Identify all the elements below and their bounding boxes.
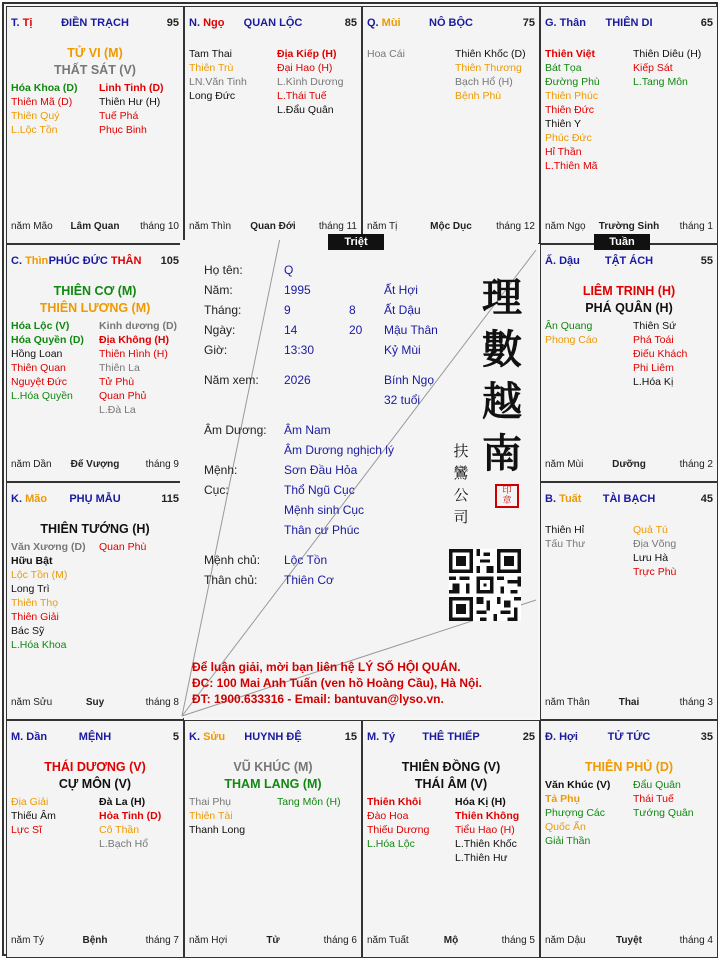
palace-dan: [6, 720, 184, 958]
palace-name: TỬ TỨC: [607, 731, 651, 743]
value-ngay-am: 20: [349, 323, 363, 337]
minor-star: Tử Phù: [99, 376, 135, 388]
palace-footer: [545, 221, 713, 235]
minor-star: L.Kình Dương: [277, 76, 344, 88]
palace-ngo: [184, 6, 362, 244]
value-menh-chu: Lộc Tồn: [284, 553, 328, 567]
red-seal: 印 章: [495, 484, 519, 508]
footer-month: tháng 10: [140, 221, 179, 232]
star-column-right: [99, 795, 161, 851]
value-nam-xem-can: Bính Ngọ: [384, 373, 435, 387]
minor-star: L.Đẩu Quân: [277, 104, 334, 116]
palace-than: [540, 6, 718, 244]
palace-header: [11, 255, 179, 271]
label-ho-ten: Họ tên:: [204, 263, 243, 277]
minor-star: Thiên Thọ: [11, 597, 59, 609]
palace-footer: [11, 221, 179, 235]
palace-header: [189, 17, 357, 33]
palace-footer: [545, 935, 713, 949]
palace-number: 75: [522, 17, 535, 29]
minor-star: Hữu Bật: [11, 555, 53, 567]
footer-month: tháng 8: [145, 697, 179, 708]
than-tag: THÂN: [107, 255, 142, 267]
logo-char-1: 理: [482, 274, 522, 321]
star-column-left: [545, 319, 598, 347]
star-column-right: [633, 523, 676, 579]
triet-marker: Triệt: [328, 234, 384, 250]
value-thang-am: 8: [349, 303, 356, 317]
minor-star: L.Đà La: [99, 404, 136, 416]
minor-star: Hoa Cái: [367, 48, 405, 60]
minor-star: Thiên Tài: [189, 810, 233, 822]
minor-star: L.Hóa Kị: [633, 376, 674, 388]
value-gio: 13:30: [284, 343, 315, 357]
star-column-left: [11, 81, 78, 137]
minor-star: L.Hóa Quyền: [11, 390, 73, 402]
star-column-right: [633, 319, 687, 389]
value-thang-can: Ất Dậu: [384, 303, 421, 317]
minor-star: Thiên Quan: [11, 362, 66, 374]
palace-name: HUYNH ĐỆ: [244, 731, 302, 743]
minor-star: Tuế Phá: [99, 110, 139, 122]
footer-phase: Bệnh: [82, 935, 108, 946]
label-nam: Năm:: [204, 283, 233, 297]
star-column-left: [545, 778, 610, 848]
palace-number: 115: [161, 493, 179, 505]
label-thang: Tháng:: [204, 303, 242, 317]
star-column-right: [455, 795, 519, 865]
calligraphy-logo: [455, 272, 545, 542]
palace-thin: [6, 244, 184, 482]
footer-phase: Tuyệt: [616, 935, 642, 946]
value-gio-can: Kỷ Mùi: [384, 343, 421, 357]
minor-star: Phượng Các: [545, 807, 606, 819]
minor-star: Đà La (H): [99, 796, 146, 808]
footer-month: tháng 6: [323, 935, 357, 946]
footer-year: năm Tị: [367, 221, 398, 232]
value-am-duong: Âm Nam: [284, 423, 331, 437]
value-ngay-can: Mậu Thân: [384, 323, 438, 337]
minor-star: Thiên La: [99, 362, 140, 374]
minor-star: Tả Phụ: [545, 793, 581, 805]
palace-branch: Q. Mùi: [367, 17, 401, 29]
palace-name: PHÚC ĐỨC THÂN: [48, 255, 142, 267]
footer-year: năm Tuất: [367, 935, 409, 946]
value-menh: Sơn Đầu Hỏa: [284, 463, 358, 477]
star-column-right: [99, 81, 164, 137]
minor-star: L.Thiên Khốc: [455, 838, 517, 850]
footer-month: tháng 3: [679, 697, 713, 708]
logo-char-4: 南: [482, 430, 522, 477]
footer-month: tháng 7: [145, 935, 179, 946]
logo-char-3: 越: [482, 378, 522, 425]
minor-star: Thiên Thương: [455, 62, 522, 74]
palace-header: [367, 17, 535, 33]
minor-star: Bác Sỹ: [11, 625, 45, 637]
palace-branch: M. Tý: [367, 731, 396, 743]
minor-star: Văn Xương (D): [11, 541, 86, 553]
main-star: THIÊN PHỦ (D): [584, 760, 674, 774]
palace-mao: [6, 482, 184, 720]
main-star: PHÁ QUÂN (H): [585, 301, 673, 315]
palace-ti: [6, 6, 184, 244]
palace-branch: Đ. Hợi: [545, 731, 578, 743]
footer-year: năm Ngọ: [545, 221, 586, 232]
minor-star: Thiên Mã (D): [11, 96, 73, 108]
value-than-chu: Thiên Cơ: [284, 573, 334, 587]
minor-star: Thiên Phúc: [545, 90, 599, 102]
main-star: THIÊN LƯƠNG (M): [39, 301, 151, 315]
star-column-left: [11, 540, 86, 652]
label-menh-chu: Mệnh chủ:: [204, 553, 261, 567]
palace-branch: G. Thân: [545, 17, 586, 29]
footer-year: năm Dậu: [545, 935, 586, 946]
main-star: THIÊN TƯỚNG (H): [40, 522, 150, 536]
minor-star: Quốc Ấn: [545, 821, 586, 833]
palace-header: [367, 731, 535, 747]
palace-hoi: [540, 720, 718, 958]
footer-year: năm Thìn: [189, 221, 232, 232]
palace-header: [545, 255, 713, 271]
value-nam-can: Ất Hợi: [384, 283, 418, 297]
palace-name: NÔ BỘC: [429, 17, 473, 29]
palace-footer: [11, 697, 179, 711]
palace-footer: [367, 935, 535, 949]
star-column-right: [455, 47, 526, 103]
main-star: THAM LANG (M): [224, 777, 322, 791]
footer-month: tháng 4: [679, 935, 713, 946]
minor-star: Kiếp Sát: [633, 62, 673, 74]
minor-star: Cô Thần: [99, 824, 140, 836]
main-star: TỬ VI (M): [67, 46, 123, 60]
minor-star: Nguyệt Đức: [11, 376, 68, 388]
label-gio: Giờ:: [204, 343, 228, 357]
logo-small-1: 扶: [453, 442, 469, 460]
minor-star: Thiên Hình (H): [99, 348, 168, 360]
value-am-duong-2: Âm Dương nghịch lý: [284, 443, 394, 457]
minor-star: Thiên Trù: [189, 62, 234, 74]
minor-star: Phúc Đức: [545, 132, 592, 144]
minor-star: Thai Phụ: [189, 796, 232, 808]
tuan-marker: Tuần: [594, 234, 650, 250]
minor-star: Phi Liêm: [633, 362, 674, 374]
minor-star: Thiên Hư (H): [99, 96, 161, 108]
palace-name: PHỤ MẪU: [69, 493, 121, 505]
value-thang-duong: 9: [284, 303, 291, 317]
minor-star: Thiên Đức: [545, 104, 595, 116]
palace-mui: [362, 6, 540, 244]
minor-star: Thanh Long: [189, 824, 246, 836]
minor-star: Lộc Tồn (M): [11, 569, 68, 581]
star-column-left: [189, 795, 245, 837]
palace-header: [189, 731, 357, 747]
palace-branch: T. Tị: [11, 17, 33, 29]
minor-star: Thiếu Âm: [11, 810, 56, 822]
minor-star: Văn Khúc (V): [545, 779, 611, 791]
minor-star: Thiên Khốc (D): [455, 48, 526, 60]
palace-branch: N. Ngọ: [189, 17, 225, 29]
value-ho-ten: Q: [284, 263, 294, 277]
minor-star: Linh Tinh (D): [99, 82, 164, 94]
minor-star: L.Bạch Hổ: [99, 838, 149, 850]
value-ngay-duong: 14: [284, 323, 298, 337]
minor-star: Tấu Thư: [545, 538, 586, 550]
contact-line-2: ĐC: 100 Mai Anh Tuấn (ven hồ Hoàng Cầu), Hà Nội.: [192, 676, 483, 690]
palace-branch: Ấ. Dậu: [545, 255, 580, 267]
minor-star: Thái Tuế: [633, 793, 674, 805]
minor-star: Hồng Loan: [11, 348, 63, 360]
main-star: THÁI ÂM (V): [414, 777, 488, 791]
main-star: LIÊM TRINH (H): [582, 284, 676, 298]
minor-star: Quan Phù: [99, 541, 147, 553]
minor-star: LN.Văn Tinh: [189, 76, 247, 88]
palace-name: THÊ THIẾP: [422, 731, 480, 743]
star-column-right: [277, 47, 343, 117]
minor-star: Thiên Sứ: [633, 320, 677, 332]
logo-small-3: 公: [453, 486, 469, 504]
star-column-left: [367, 47, 405, 61]
palace-footer: [11, 935, 179, 949]
palace-branch: C. Thìn: [11, 255, 49, 267]
minor-star: Thiên Y: [545, 118, 581, 130]
palace-name: QUAN LỘC: [243, 17, 303, 29]
value-cuc: Thổ Ngũ Cục: [284, 483, 355, 497]
minor-star: Đào Hoa: [367, 810, 409, 822]
footer-phase: Quan Đới: [250, 221, 296, 232]
palace-header: [11, 17, 179, 33]
palace-header: [11, 493, 179, 509]
value-tuoi: 32 tuổi: [384, 393, 421, 407]
minor-star: Hóa Khoa (D): [11, 82, 78, 94]
footer-month: tháng 11: [318, 221, 357, 232]
palace-number: 95: [166, 17, 179, 29]
label-cuc: Cục:: [204, 483, 229, 497]
minor-star: Giải Thần: [545, 835, 591, 847]
minor-star: Điếu Khách: [633, 348, 688, 360]
footer-phase: Dưỡng: [612, 459, 646, 470]
palace-footer: [189, 221, 357, 235]
star-column-left: [545, 523, 585, 551]
palace-branch: M. Dần: [11, 731, 48, 743]
main-star: VŨ KHÚC (M): [233, 760, 313, 774]
minor-star: Thiên Diêu (H): [633, 48, 702, 60]
minor-star: L.Thiên Mã: [545, 160, 598, 172]
minor-star: Bạch Hổ (H): [455, 76, 513, 88]
minor-star: Tướng Quân: [633, 807, 694, 819]
minor-star: Thiên Quý: [11, 110, 60, 122]
minor-star: Địa Không (H): [99, 334, 169, 346]
star-column-left: [189, 47, 247, 103]
contact-line-3: ĐT: 1900.633316 - Email: bantuvan@lyso.vn.: [192, 692, 444, 706]
star-column-left: [545, 47, 600, 173]
footer-phase: Đế Vượng: [70, 459, 120, 470]
palace-name: TẬT ÁCH: [604, 255, 654, 267]
footer-year: năm Tý: [11, 935, 45, 946]
star-column-right: [633, 778, 694, 820]
palace-suu: [184, 720, 362, 958]
minor-star: Thiên Không: [455, 810, 520, 822]
palace-footer: [11, 459, 179, 473]
footer-month: tháng 12: [496, 221, 535, 232]
palace-number: 85: [344, 17, 357, 29]
minor-star: L.Hóa Lộc: [367, 838, 415, 850]
minor-star: Bệnh Phù: [455, 90, 502, 102]
star-column-right: [633, 47, 701, 89]
minor-star: Hóa Kị (H): [455, 796, 506, 808]
palace-name: TÀI BẠCH: [602, 493, 656, 505]
minor-star: Bát Tọa: [545, 62, 582, 74]
minor-star: Thiên Hỉ: [545, 524, 585, 536]
label-am-duong: Âm Dương:: [204, 423, 267, 437]
palace-number: 45: [700, 493, 713, 505]
palace-footer: [367, 221, 535, 235]
qr-code: [449, 549, 521, 621]
palace-number: 15: [344, 731, 357, 743]
minor-star: Quả Tú: [633, 524, 668, 536]
star-column-right: [99, 319, 177, 417]
main-star: CỰ MÔN (V): [58, 777, 132, 791]
palace-number: 65: [700, 17, 713, 29]
logo-char-2: 數: [482, 326, 522, 373]
minor-star: Long Đức: [189, 90, 236, 102]
main-star: THIÊN CƠ (M): [53, 284, 137, 298]
logo-small-2: 鸞: [453, 464, 469, 482]
value-cuc-3: Thân cư Phúc: [284, 523, 360, 537]
label-nam-xem: Năm xem:: [204, 373, 259, 387]
star-column-right: [99, 540, 146, 554]
minor-star: Ân Quang: [545, 320, 593, 332]
value-nam-xem: 2026: [284, 373, 311, 387]
minor-star: Phong Cáo: [545, 334, 598, 346]
main-star: THÁI DƯƠNG (V): [44, 760, 146, 774]
minor-star: L.Thái Tuế: [277, 90, 327, 102]
minor-star: L.Hóa Khoa: [11, 639, 67, 651]
minor-star: Thiên Khôi: [367, 796, 422, 808]
minor-star: Địa Võng: [633, 538, 677, 550]
footer-phase: Thai: [618, 697, 640, 708]
minor-star: L.Thiên Hư: [455, 852, 508, 864]
value-cuc-2: Mệnh sinh Cục: [284, 503, 365, 517]
footer-phase: Suy: [85, 697, 105, 708]
footer-phase: Lâm Quan: [70, 221, 120, 232]
minor-star: Lưu Hà: [633, 552, 669, 564]
palace-number: 35: [700, 731, 713, 743]
palace-number: 5: [172, 731, 179, 743]
star-column-left: [11, 319, 84, 403]
palace-footer: [545, 459, 713, 473]
minor-star: Thiếu Dương: [367, 824, 430, 836]
minor-star: Đường Phù: [545, 76, 600, 88]
palace-branch: K. Mão: [11, 493, 48, 505]
palace-header: [545, 731, 713, 747]
palace-footer: [545, 697, 713, 711]
footer-month: tháng 9: [145, 459, 179, 470]
minor-star: Thiên Giải: [11, 611, 59, 623]
minor-star: Tang Môn (H): [277, 796, 341, 808]
footer-phase: Tử: [266, 935, 280, 946]
minor-star: Tam Thai: [189, 48, 232, 60]
palace-footer: [189, 935, 357, 949]
footer-year: năm Dần: [11, 459, 52, 470]
minor-star: Hỉ Thần: [545, 146, 582, 158]
contact-line-1: Để luận giải, mời bạn liên hệ LÝ SỐ HỘI QUÁN.: [192, 660, 461, 674]
minor-star: Đẩu Quân: [633, 779, 681, 791]
main-star: THIÊN ĐỒNG (V): [401, 760, 501, 774]
palace-header: [545, 17, 713, 33]
star-column-right: [277, 795, 341, 809]
palace-name: MỆNH: [78, 731, 112, 743]
minor-star: Địa Kiếp (H): [277, 48, 337, 60]
label-ngay: Ngày:: [204, 323, 236, 337]
footer-year: năm Mùi: [545, 459, 584, 470]
minor-star: Phục Binh: [99, 124, 147, 136]
palace-ty: [362, 720, 540, 958]
main-star: THẤT SÁT (V): [54, 63, 136, 77]
palace-name: THIÊN DI: [605, 17, 653, 29]
footer-month: tháng 5: [501, 935, 535, 946]
palace-branch: B. Tuất: [545, 493, 582, 505]
palace-header: [11, 731, 179, 747]
minor-star: Hóa Quyền (D): [11, 334, 84, 346]
value-nam: 1995: [284, 283, 311, 297]
footer-month: tháng 2: [679, 459, 713, 470]
footer-year: năm Thân: [545, 697, 590, 708]
footer-year: năm Mão: [11, 221, 53, 232]
minor-star: Địa Giải: [11, 796, 49, 808]
palace-header: [545, 493, 713, 509]
palace-tuat: [540, 482, 718, 720]
minor-star: Hóa Lộc (V): [11, 320, 70, 332]
minor-star: Tiểu Hao (H): [455, 824, 515, 836]
minor-star: L.Lộc Tồn: [11, 124, 58, 136]
logo-small-4: 司: [453, 508, 469, 526]
palace-number: 25: [522, 731, 535, 743]
star-column-left: [11, 795, 56, 837]
footer-phase: Mộc Dục: [430, 221, 472, 232]
label-than-chu: Thân chủ:: [204, 573, 258, 587]
footer-phase: Mộ: [443, 935, 459, 946]
footer-year: năm Hợi: [189, 935, 228, 946]
label-menh: Mệnh:: [204, 463, 238, 477]
footer-phase: Trường Sinh: [598, 221, 660, 232]
minor-star: Hỏa Tinh (D): [99, 810, 162, 822]
palace-name: ĐIỀN TRẠCH: [61, 17, 129, 29]
minor-star: Long Trì: [11, 583, 50, 595]
palace-number: 105: [160, 255, 179, 267]
minor-star: Thiên Việt: [545, 48, 595, 60]
minor-star: Trực Phù: [633, 566, 677, 578]
palace-branch: K. Sửu: [189, 731, 226, 743]
minor-star: Lực Sĩ: [11, 824, 42, 836]
minor-star: Đại Hao (H): [277, 62, 333, 74]
minor-star: L.Tang Môn: [633, 76, 688, 88]
footer-year: năm Sửu: [11, 697, 53, 708]
palace-dau: [540, 244, 718, 482]
minor-star: Phá Toái: [633, 334, 674, 346]
star-column-left: [367, 795, 429, 851]
footer-month: tháng 1: [679, 221, 713, 232]
minor-star: Quan Phủ: [99, 390, 147, 402]
palace-number: 55: [700, 255, 713, 267]
minor-star: Kinh dương (D): [99, 320, 178, 332]
